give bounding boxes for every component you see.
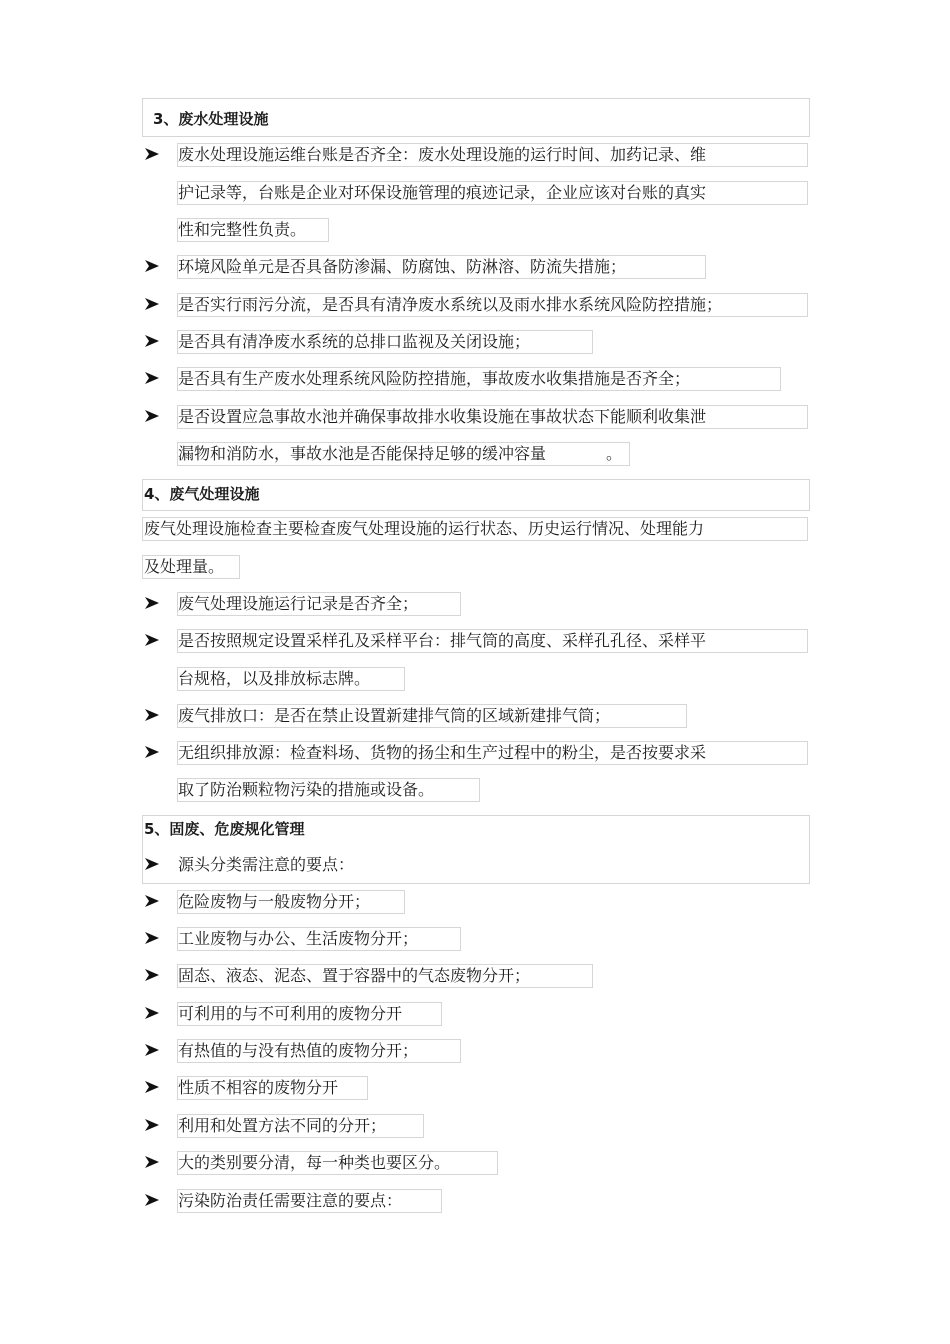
list-item: 利用和处置方法不同的分开；: [178, 1116, 387, 1135]
list-item: 环境风险单元是否具备防渗漏、防腐蚀、防淋溶、防流失措施；: [178, 257, 627, 276]
list-item: 污染防治责任需要注意的要点：: [178, 1191, 403, 1210]
section-heading-wastewater: 3、废水处理设施: [153, 110, 269, 128]
list-item: 可利用的与不可利用的废物分开: [178, 1004, 403, 1023]
arrowhead-bullet-icon: [144, 1005, 160, 1021]
arrowhead-bullet-icon: [144, 930, 160, 946]
text-line-period: 。: [606, 444, 623, 463]
list-item: 危险废物与一般废物分开；: [178, 892, 371, 911]
list-item: 有热值的与没有热值的废物分开；: [178, 1041, 419, 1060]
list-item: 工业废物与办公、生活废物分开；: [178, 929, 419, 948]
arrowhead-bullet-icon: [144, 296, 160, 312]
section-heading-exhaust-gas: 4、废气处理设施: [144, 485, 260, 503]
text-line: 性和完整性负责。: [178, 220, 307, 239]
list-item: 是否实行雨污分流，是否具有清净废水系统以及雨水排水系统风险防控措施；: [178, 295, 723, 314]
list-item: 是否具有清净废水系统的总排口监视及关闭设施；: [178, 332, 531, 351]
arrowhead-bullet-icon: [144, 1079, 160, 1095]
list-item: 源头分类需注意的要点：: [178, 855, 355, 874]
arrowhead-bullet-icon: [144, 408, 160, 424]
list-item: 废气处理设施运行记录是否齐全；: [178, 594, 419, 613]
arrowhead-bullet-icon: [144, 707, 160, 723]
text-line: 漏物和消防水，事故水池是否能保持足够的缓冲容量: [178, 444, 547, 463]
paragraph-line: 废气处理设施检查主要检查废气处理设施的运行状态、历史运行情况、处理能力: [144, 519, 705, 538]
arrowhead-bullet-icon: [144, 1154, 160, 1170]
text-line: 护记录等，台账是企业对环保设施管理的痕迹记录，企业应该对台账的真实: [178, 183, 707, 202]
arrowhead-bullet-icon: [144, 146, 160, 162]
list-item: 是否具有生产废水处理系统风险防控措施，事故废水收集措施是否齐全；: [178, 369, 691, 388]
arrowhead-bullet-icon: [144, 333, 160, 349]
list-item: 无组织排放源：检查料场、货物的扬尘和生产过程中的粉尘，是否按要求采: [178, 743, 707, 762]
list-item: 大的类别要分清，每一种类也要区分。: [178, 1153, 451, 1172]
section-heading-solid-waste: 5、固废、危废规化管理: [144, 820, 305, 838]
arrowhead-bullet-icon: [144, 744, 160, 760]
arrowhead-bullet-icon: [144, 370, 160, 386]
arrowhead-bullet-icon: [144, 595, 160, 611]
text-line: 废水处理设施运维台账是否齐全：废水处理设施的运行时间、加药记录、维: [178, 145, 707, 164]
arrowhead-bullet-icon: [144, 258, 160, 274]
list-item: 废气排放口：是否在禁止设置新建排气筒的区域新建排气筒；: [178, 706, 611, 725]
arrowhead-bullet-icon: [144, 893, 160, 909]
arrowhead-bullet-icon: [144, 632, 160, 648]
text-line: 台规格，以及排放标志牌。: [178, 669, 371, 688]
list-item: 是否设置应急事故水池并确保事故排水收集设施在事故状态下能顺利收集泄: [178, 407, 707, 426]
list-item: 固态、液态、泥态、置于容器中的气态废物分开；: [178, 966, 531, 985]
arrowhead-bullet-icon: [144, 1117, 160, 1133]
paragraph-line: 及处理量。: [144, 557, 225, 576]
arrowhead-bullet-icon: [144, 1042, 160, 1058]
arrowhead-bullet-icon: [144, 856, 160, 872]
list-item: 性质不相容的废物分开: [178, 1078, 339, 1097]
arrowhead-bullet-icon: [144, 967, 160, 983]
text-line: 取了防治颗粒物污染的措施或设备。: [178, 780, 435, 799]
arrowhead-bullet-icon: [144, 1192, 160, 1208]
list-item: 是否按照规定设置采样孔及采样平台：排气筒的高度、采样孔孔径、采样平: [178, 631, 707, 650]
